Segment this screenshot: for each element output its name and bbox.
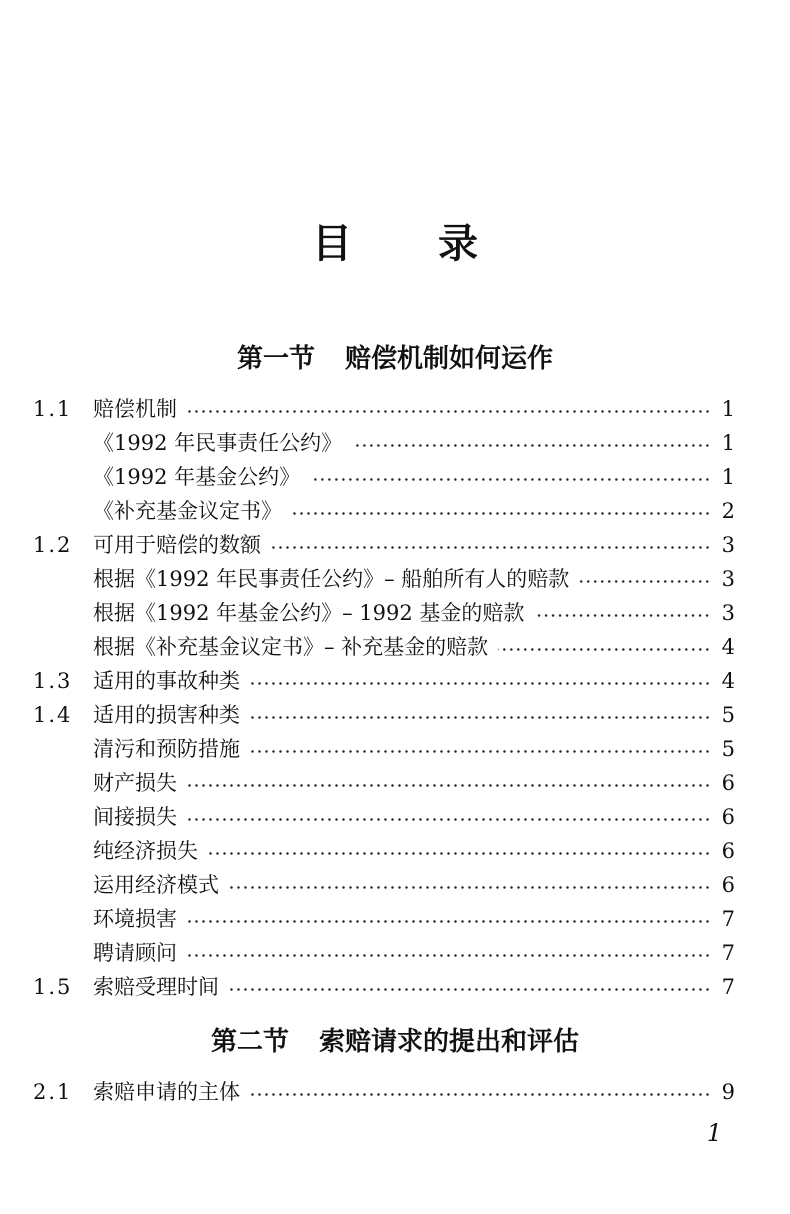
leader-dots <box>271 546 711 549</box>
toc-entry-page: 1 <box>721 431 735 455</box>
section-number: 第二节 <box>210 1027 289 1057</box>
toc-entry-title: 聘请顾问 <box>93 941 177 965</box>
toc-entry-page: 7 <box>721 907 735 931</box>
toc-entry-title: 《补充基金议定书》 <box>93 499 282 523</box>
section-heading-1 <box>0 339 790 379</box>
toc-entry-title: 索赔受理时间 <box>93 975 219 999</box>
toc-entry-page: 4 <box>721 635 735 659</box>
toc-entry[interactable] <box>0 970 790 1004</box>
toc-entry-title: 索赔申请的主体 <box>93 1080 240 1104</box>
toc-entry-title: 赔偿机制 <box>93 397 177 421</box>
toc-entry-title: 清污和预防措施 <box>93 737 240 761</box>
section-number: 第一节 <box>236 344 315 374</box>
toc-entry-title: 可用于赔偿的数额 <box>93 533 261 557</box>
toc-entry-title: 纯经济损失 <box>93 839 198 863</box>
toc-entry-page: 6 <box>721 771 735 795</box>
toc-entry[interactable] <box>0 868 790 902</box>
leader-dots <box>208 852 711 855</box>
toc-entry-page: 3 <box>721 533 735 557</box>
toc-entry-title: 适用的事故种类 <box>93 669 240 693</box>
toc-entry-page: 4 <box>721 669 735 693</box>
toc-entry[interactable] <box>0 664 790 698</box>
toc-entry[interactable] <box>0 936 790 970</box>
toc-entry-page: 9 <box>721 1080 735 1104</box>
toc-entry-title: 根据《补充基金议定书》– 补充基金的赔款 <box>93 635 489 659</box>
leader-dots <box>187 818 711 821</box>
toc-entry-page: 1 <box>721 397 735 421</box>
toc-entry[interactable] <box>0 800 790 834</box>
section-title: 赔偿机制如何运作 <box>345 344 554 374</box>
toc-entry-title: 适用的损害种类 <box>93 703 240 727</box>
toc-entry[interactable] <box>0 596 790 630</box>
toc-entry-title: 间接损失 <box>93 805 177 829</box>
toc-entry-title: 根据《1992 年基金公约》– 1992 基金的赔款 <box>93 601 525 625</box>
leader-dots <box>250 1093 711 1096</box>
leader-dots <box>579 580 711 583</box>
leader-dots <box>187 920 711 923</box>
leader-dots <box>352 444 711 447</box>
toc-entry[interactable] <box>0 494 790 528</box>
toc-entry[interactable] <box>0 392 790 426</box>
leader-dots <box>498 648 711 651</box>
toc-entry-page: 2 <box>721 499 735 523</box>
toc-entry[interactable] <box>0 902 790 936</box>
toc-entry-title: 运用经济模式 <box>93 873 219 897</box>
leader-dots <box>250 682 711 685</box>
leader-dots <box>292 512 711 515</box>
section-title: 索赔请求的提出和评估 <box>319 1027 580 1057</box>
page-title <box>0 214 790 274</box>
toc-entry-page: 3 <box>721 567 735 591</box>
toc-entry[interactable] <box>0 698 790 732</box>
toc-entry[interactable] <box>0 528 790 562</box>
toc-entry-title: 《1992 年民事责任公约》 <box>93 431 343 455</box>
toc-entry[interactable] <box>0 630 790 664</box>
leader-dots <box>250 750 711 753</box>
toc-entry-title: 《1992 年基金公约》 <box>93 465 301 489</box>
page-title-char-2: 录 <box>438 220 478 267</box>
leader-dots <box>187 954 711 957</box>
toc-entry-number: 1.4 <box>33 703 73 727</box>
toc-entry-number: 1.3 <box>33 669 73 693</box>
page-title-char-1: 目 <box>312 220 352 267</box>
toc-entry-page: 5 <box>721 737 735 761</box>
leader-dots <box>187 410 711 413</box>
leader-dots <box>250 716 711 719</box>
toc-entry-number: 1.5 <box>33 975 73 999</box>
toc-entry-page: 5 <box>721 703 735 727</box>
toc-entry-page: 6 <box>721 805 735 829</box>
toc-entry[interactable] <box>0 834 790 868</box>
toc-entry-page: 7 <box>721 975 735 999</box>
leader-dots <box>187 784 711 787</box>
toc-entry-title: 环境损害 <box>93 907 177 931</box>
leader-dots <box>534 614 711 617</box>
toc-entry[interactable] <box>0 732 790 766</box>
toc-entry-page: 1 <box>721 465 735 489</box>
leader-dots <box>229 988 711 991</box>
toc-entry-page: 3 <box>721 601 735 625</box>
leader-dots <box>229 886 711 889</box>
toc-entry[interactable] <box>0 766 790 800</box>
toc-entry-page: 7 <box>721 941 735 965</box>
toc-entry-page: 6 <box>721 873 735 897</box>
toc-entry-title: 根据《1992 年民事责任公约》– 船舶所有人的赔款 <box>93 567 570 591</box>
toc-entry[interactable] <box>0 562 790 596</box>
toc-entry-title: 财产损失 <box>93 771 177 795</box>
toc-entry-number: 1.2 <box>33 533 73 557</box>
toc-entry[interactable] <box>0 426 790 460</box>
toc-entry-number: 2.1 <box>33 1080 73 1104</box>
toc-entry[interactable] <box>0 460 790 494</box>
toc-entry-page: 6 <box>721 839 735 863</box>
toc-entry[interactable] <box>0 1075 790 1109</box>
section-heading-2 <box>0 1022 790 1062</box>
leader-dots <box>310 478 711 481</box>
toc-entry-number: 1.1 <box>33 397 73 421</box>
page-number: 1 <box>706 1119 722 1147</box>
